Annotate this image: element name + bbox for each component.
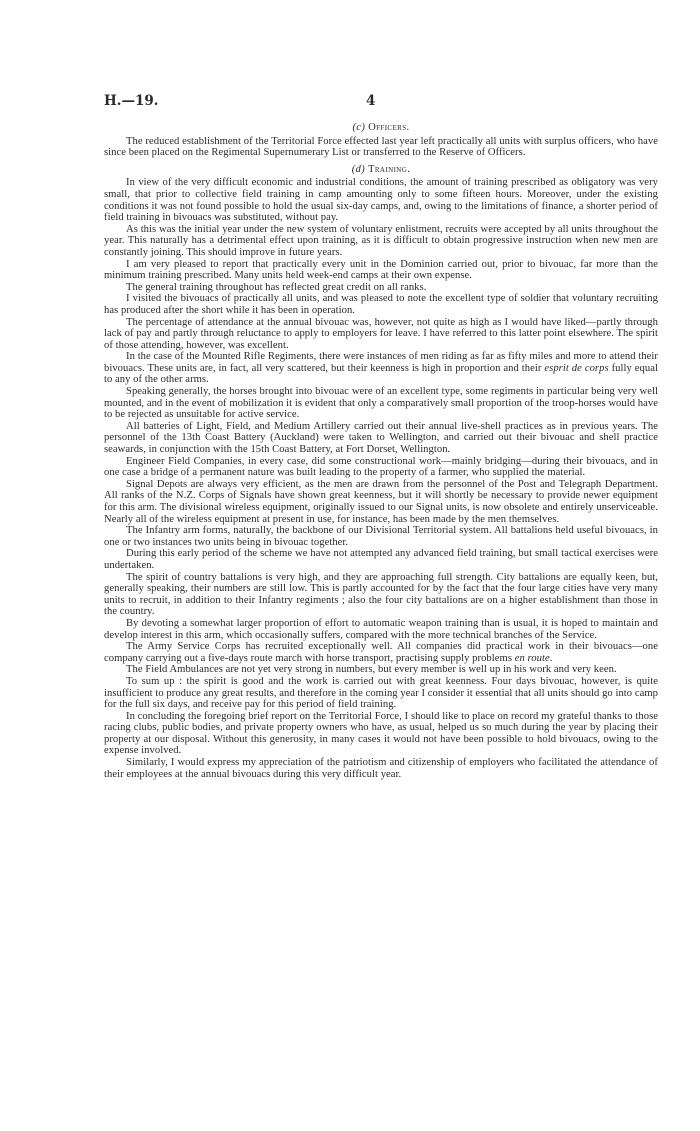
paragraph: As this was the initial year under the new system of voluntary enlistment, recruits were accepted by all units throughout the year. This naturally has a detrimental effect upon training, as it is difficult to obtain progressive instruction when new men are constantly joining. This should improve in future years. (104, 223, 658, 258)
italic-phrase: en route (514, 652, 550, 664)
paragraph: In view of the very difficult economic and industrial conditions, the amount of training prescribed as obligatory was very small, that prior to collective field training in camp amounting only to some fifteen hours. Moreover, under the existing conditions it was not found possible to hold the usual six-day camps, and, owing to the limitations of finance, a shorter period of field training in bivouacs was substituted, without pay. (104, 177, 658, 224)
paragraph-army-service-corps (104, 641, 658, 664)
paragraph: The general training throughout has reflected great credit on all ranks. (126, 281, 427, 293)
section-title: Officers. (368, 122, 410, 133)
paragraph: The Field Ambulances are not yet very strong in numbers, but every member is well up in his work and very keen. (126, 664, 617, 676)
paragraph: I am very pleased to report that practically every unit in the Dominion carried out, prior to bivouac, far more than the minimum training prescribed. Many units held week-end camps at their own expense. (104, 258, 658, 282)
paragraph: The reduced establishment of the Territorial Force effected last year left practically all units with surplus officers, who have since been placed on the Regimental Supernumerary List or transferred to the Reserve of Officers. (104, 135, 658, 159)
page-header (104, 93, 658, 109)
document-body (104, 122, 658, 780)
paragraph: In concluding the foregoing brief report on the Territorial Force, I should like to place on record my grateful thanks to those racing clubs, public bodies, and private property owners who have, as usual, helped us so much during the year by placing their property at our disposal. Without this generosity, in many cases it would not have been possible to hold bivouacs, owing to the expense involved. (104, 710, 658, 757)
paragraph: Signal Depots are always very efficient, as the men are drawn from the personnel of the Post and Telegraph Department. All ranks of the N.Z. Corps of Signals have shown great keenness, but it will shortly be necessary to provide newer equipment for this arm. The divisional wireless equipment, originally issued to our Signal units, is now obsolete and entirely unserviceable. Nearly all of the wireless equipment at present in use, for instance, has been made by the men themselves. (104, 478, 658, 525)
paragraph: Speaking generally, the horses brought into bivouac were of an excellent type, some regiments in particular being very well mounted, and in the event of mobilization it is evident that only a comparatively small proportion of the troop-horses would have to be rejected as unsuitable for active service. (104, 386, 658, 421)
paragraph: I visited the bivouacs of practically all units, and was pleased to note the excellent type of soldier that voluntary recruiting has produced after the short while it has been in operation. (104, 293, 658, 316)
paragraph-mounted-rifles (104, 351, 658, 386)
document-reference: H.—19. (104, 93, 159, 109)
section-heading-officers (104, 122, 658, 134)
page-number: 4 (366, 93, 376, 109)
paragraph: By devoting a somewhat larger proportion of effort to automatic weapon training than is usual, it is hoped to maintain and develop interest in this arm, which occasionally suffers, compared with the more technical branches of the Service. (104, 617, 658, 641)
section-title: Training. (368, 163, 411, 175)
paragraph: To sum up : the spirit is good and the work is carried out with great keenness. Four days bivouac, however, is quite insufficient to produce any great results, and therefore in the coming year I consider it essential that all units should go into camp for the full six days, and receive pay for this period of field training. (104, 675, 658, 711)
paragraph: The Infantry arm forms, naturally, the backbone of our Divisional Territorial system. All battalions held useful bivouacs, in one or two instances two units being in bivouac together. (104, 525, 658, 548)
section-letter: (c) (352, 122, 366, 133)
paragraph: Similarly, I would express my appreciation of the patriotism and citizenship of employers who facilitated the attendance of their employees at the annual bivouacs during this very difficult year. (104, 757, 658, 780)
text-run: . (549, 652, 553, 664)
section-letter: (d) (351, 163, 366, 175)
italic-phrase: esprit de corps (544, 362, 609, 374)
paragraph: Engineer Field Companies, in every case, did some constructional work—mainly bridging—during their bivouacs, and in one case a bridge of a permanent nature was built leading to the property of a farmer, who supplied the material. (104, 455, 658, 479)
text-run: In the case of the Mounted Rifle Regiments, there were instances of men riding as far as fifty miles and more to attend their bivouacs. These units are, in fact, all very scattered, but their keenness is high in proportion and their (104, 351, 658, 374)
paragraph: During this early period of the scheme we have not attempted any advanced field training, but small tactical exercises were undertaken. (104, 548, 658, 571)
paragraph: The spirit of country battalions is very high, and they are approaching full strength. City battalions are equally keen, but, generally speaking, their numbers are still low. This is partly accounted for by the fact that the four large cities have very many units to recruit, in addition to their Infantry regiments ; also the four city battalions are on a higher establishment than those in the country. (104, 571, 658, 618)
text-run: fully equal to any of the other arms. (104, 362, 658, 386)
section-heading-training (104, 164, 658, 176)
text-run: The Army Service Corps has recruited exceptionally well. All companies did practical work in their bivouacs—one company carrying out a five-days route march with horse transport, practising supply problems (104, 641, 658, 664)
paragraph: The percentage of attendance at the annual bivouac was, however, not quite as high as I would have liked—partly through lack of pay and partly through reluctance to apply to employers for leave. I have referred to this latter point elsewhere. The spirit of those attending, however, was excellent. (104, 316, 658, 351)
paragraph: All batteries of Light, Field, and Medium Artillery carried out their annual live-shell practices as in previous years. The personnel of the 13th Coast Battery (Auckland) were taken to Wellington, and carried out their bivouac and shell practice seawards, in conjunction with the 15th Coast Battery, at Fort Dorset, Wellington. (104, 420, 658, 456)
